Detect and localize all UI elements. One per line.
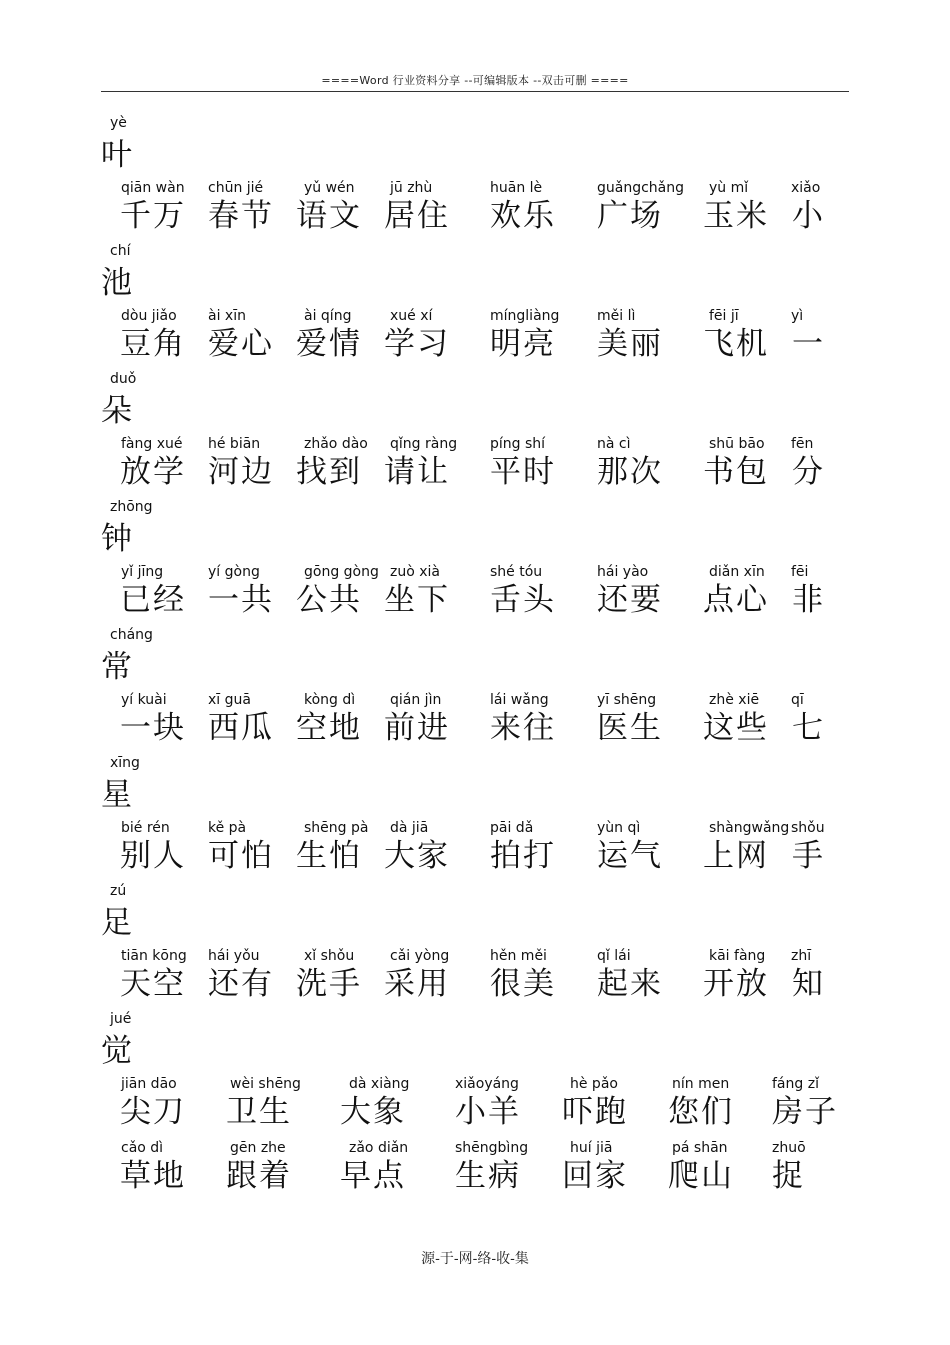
word-pinyin: fēi bbox=[791, 564, 809, 580]
word-characters: 开放 bbox=[703, 966, 769, 1002]
word-characters: 书包 bbox=[703, 454, 769, 490]
word-characters: 明亮 bbox=[490, 326, 556, 362]
word-characters: 尖刀 bbox=[120, 1094, 186, 1130]
word-characters: 语文 bbox=[296, 198, 362, 234]
word-characters: 手 bbox=[792, 838, 825, 874]
word-pinyin: dà jiā bbox=[390, 820, 429, 836]
word-characters: 学习 bbox=[384, 326, 450, 362]
word-characters: 空地 bbox=[296, 710, 362, 746]
word-characters: 已经 bbox=[120, 582, 186, 618]
word-characters: 非 bbox=[792, 582, 825, 618]
word-characters: 洗手 bbox=[296, 966, 362, 1002]
word-characters: 跟着 bbox=[226, 1158, 292, 1194]
word-pinyin: xī guā bbox=[208, 692, 251, 708]
word-characters: 起来 bbox=[597, 966, 663, 1002]
single-character: 足 bbox=[101, 905, 134, 941]
word-pinyin: dà xiàng bbox=[349, 1076, 410, 1092]
word-pinyin: fàng xué bbox=[121, 436, 183, 452]
single-character: 叶 bbox=[101, 137, 134, 173]
single-pinyin: jué bbox=[110, 1011, 132, 1027]
word-pinyin: shé tóu bbox=[490, 564, 543, 580]
word-characters: 广场 bbox=[597, 198, 663, 234]
word-pinyin: qī bbox=[791, 692, 804, 708]
word-characters: 小 bbox=[792, 198, 825, 234]
word-pinyin: huí jiā bbox=[570, 1140, 613, 1156]
word-pinyin: hěn měi bbox=[490, 948, 547, 964]
word-characters: 放学 bbox=[120, 454, 186, 490]
word-pinyin: ài qíng bbox=[304, 308, 352, 324]
word-characters: 医生 bbox=[597, 710, 663, 746]
word-pinyin: cǎo dì bbox=[121, 1140, 164, 1156]
word-pinyin: xué xí bbox=[390, 308, 433, 324]
word-characters: 玉米 bbox=[703, 198, 769, 234]
word-pinyin: píng shí bbox=[490, 436, 546, 452]
word-characters: 早点 bbox=[340, 1158, 406, 1194]
word-pinyin: shàngwǎng bbox=[709, 820, 790, 836]
word-pinyin: nà cì bbox=[597, 436, 631, 452]
word-pinyin: yī shēng bbox=[597, 692, 657, 708]
word-pinyin: cǎi yòng bbox=[390, 948, 450, 964]
word-pinyin: qǐng ràng bbox=[390, 436, 458, 452]
word-pinyin: zhè xiē bbox=[709, 692, 760, 708]
word-pinyin: hè pǎo bbox=[570, 1076, 618, 1092]
word-pinyin: fáng zǐ bbox=[772, 1076, 819, 1092]
single-character: 朵 bbox=[101, 393, 134, 429]
word-pinyin: ài xīn bbox=[208, 308, 246, 324]
word-characters: 很美 bbox=[490, 966, 556, 1002]
word-pinyin: yí gòng bbox=[208, 564, 260, 580]
word-pinyin: wèi shēng bbox=[230, 1076, 301, 1092]
single-character: 池 bbox=[101, 265, 134, 301]
word-pinyin: kāi fàng bbox=[709, 948, 766, 964]
word-characters: 一块 bbox=[120, 710, 186, 746]
word-pinyin: shū bāo bbox=[709, 436, 765, 452]
word-characters: 小羊 bbox=[455, 1094, 521, 1130]
word-characters: 找到 bbox=[296, 454, 362, 490]
word-pinyin: qǐ lái bbox=[597, 948, 631, 964]
word-characters: 一共 bbox=[208, 582, 274, 618]
word-characters: 豆角 bbox=[120, 326, 186, 362]
word-characters: 春节 bbox=[208, 198, 274, 234]
word-pinyin: hái yǒu bbox=[208, 948, 260, 964]
word-characters: 还有 bbox=[208, 966, 274, 1002]
word-characters: 分 bbox=[792, 454, 825, 490]
word-pinyin: yǐ jīng bbox=[121, 564, 164, 580]
word-characters: 美丽 bbox=[597, 326, 663, 362]
word-pinyin: diǎn xīn bbox=[709, 564, 765, 580]
word-characters: 居住 bbox=[384, 198, 450, 234]
word-pinyin: yùn qì bbox=[597, 820, 641, 836]
word-pinyin: guǎngchǎng bbox=[597, 180, 685, 196]
word-characters: 七 bbox=[792, 710, 825, 746]
word-characters: 爬山 bbox=[668, 1158, 734, 1194]
word-pinyin: tiān kōng bbox=[121, 948, 187, 964]
word-characters: 那次 bbox=[597, 454, 663, 490]
word-pinyin: lái wǎng bbox=[490, 692, 549, 708]
single-character: 觉 bbox=[101, 1033, 134, 1069]
word-pinyin: fēn bbox=[791, 436, 814, 452]
word-pinyin: zuò xià bbox=[390, 564, 440, 580]
word-characters: 爱情 bbox=[296, 326, 362, 362]
word-pinyin: nín men bbox=[672, 1076, 730, 1092]
word-pinyin: jū zhù bbox=[390, 180, 433, 196]
word-characters: 西瓜 bbox=[208, 710, 274, 746]
word-characters: 来往 bbox=[490, 710, 556, 746]
word-characters: 生病 bbox=[455, 1158, 521, 1194]
word-characters: 生怕 bbox=[296, 838, 362, 874]
word-pinyin: huān lè bbox=[490, 180, 543, 196]
word-characters: 舌头 bbox=[490, 582, 556, 618]
single-character: 常 bbox=[101, 649, 134, 685]
word-pinyin: měi lì bbox=[597, 308, 636, 324]
word-characters: 拍打 bbox=[490, 838, 556, 874]
single-pinyin: chí bbox=[110, 243, 131, 259]
word-pinyin: chūn jié bbox=[208, 180, 264, 196]
single-pinyin: xīng bbox=[110, 755, 140, 771]
word-characters: 卫生 bbox=[226, 1094, 292, 1130]
word-characters: 草地 bbox=[120, 1158, 186, 1194]
word-pinyin: fēi jī bbox=[709, 308, 739, 324]
word-pinyin: jiān dāo bbox=[121, 1076, 177, 1092]
word-characters: 爱心 bbox=[208, 326, 274, 362]
word-characters: 还要 bbox=[597, 582, 663, 618]
word-pinyin: shēngbìng bbox=[455, 1140, 529, 1156]
word-characters: 大象 bbox=[340, 1094, 406, 1130]
word-characters: 请让 bbox=[384, 454, 450, 490]
word-pinyin: kě pà bbox=[208, 820, 247, 836]
word-characters: 飞机 bbox=[703, 326, 769, 362]
word-characters: 别人 bbox=[120, 838, 186, 874]
word-pinyin: shēng pà bbox=[304, 820, 369, 836]
word-characters: 欢乐 bbox=[490, 198, 556, 234]
word-characters: 一 bbox=[792, 326, 825, 362]
word-characters: 天空 bbox=[120, 966, 186, 1002]
word-pinyin: zǎo diǎn bbox=[349, 1140, 409, 1156]
word-pinyin: qián jìn bbox=[390, 692, 442, 708]
word-characters: 点心 bbox=[703, 582, 769, 618]
word-pinyin: zhǎo dào bbox=[304, 436, 368, 452]
word-pinyin: dòu jiǎo bbox=[121, 308, 177, 324]
word-pinyin: yì bbox=[791, 308, 804, 324]
word-pinyin: xǐ shǒu bbox=[304, 948, 355, 964]
word-characters: 大家 bbox=[384, 838, 450, 874]
single-pinyin: cháng bbox=[110, 627, 153, 643]
word-characters: 这些 bbox=[703, 710, 769, 746]
word-characters: 知 bbox=[792, 966, 825, 1002]
word-pinyin: gēn zhe bbox=[230, 1140, 286, 1156]
single-pinyin: yè bbox=[110, 115, 127, 131]
word-characters: 公共 bbox=[296, 582, 362, 618]
single-pinyin: duǒ bbox=[110, 371, 137, 387]
word-pinyin: xiǎoyáng bbox=[455, 1076, 519, 1092]
word-pinyin: hái yào bbox=[597, 564, 649, 580]
word-pinyin: yí kuài bbox=[121, 692, 167, 708]
word-pinyin: bié rén bbox=[121, 820, 170, 836]
single-character: 星 bbox=[101, 777, 134, 813]
word-pinyin: kòng dì bbox=[304, 692, 356, 708]
single-pinyin: zhōng bbox=[110, 499, 153, 515]
word-characters: 上网 bbox=[703, 838, 769, 874]
word-characters: 运气 bbox=[597, 838, 663, 874]
word-pinyin: míngliàng bbox=[490, 308, 560, 324]
single-pinyin: zú bbox=[110, 883, 127, 899]
word-pinyin: pá shān bbox=[672, 1140, 728, 1156]
word-pinyin: qiān wàn bbox=[121, 180, 185, 196]
word-characters: 吓跑 bbox=[562, 1094, 628, 1130]
word-pinyin: yǔ wén bbox=[304, 180, 355, 196]
page-header: ====Word 行业资料分享 --可编辑版本 --双击可删 ==== bbox=[321, 74, 629, 87]
word-characters: 采用 bbox=[384, 966, 450, 1002]
word-characters: 捉 bbox=[772, 1158, 805, 1194]
word-characters: 前进 bbox=[384, 710, 450, 746]
word-pinyin: shǒu bbox=[791, 820, 825, 836]
word-characters: 回家 bbox=[562, 1158, 628, 1194]
word-pinyin: gōng gòng bbox=[304, 564, 379, 580]
word-pinyin: yù mǐ bbox=[709, 180, 749, 196]
word-pinyin: xiǎo bbox=[791, 180, 821, 196]
word-characters: 房子 bbox=[772, 1094, 838, 1130]
word-pinyin: zhī bbox=[791, 948, 812, 964]
word-pinyin: pāi dǎ bbox=[490, 820, 534, 836]
word-pinyin: hé biān bbox=[208, 436, 261, 452]
page-footer: 源-于-网-络-收-集 bbox=[421, 1251, 529, 1267]
word-characters: 平时 bbox=[490, 454, 556, 490]
word-characters: 千万 bbox=[120, 198, 186, 234]
word-characters: 河边 bbox=[208, 454, 274, 490]
word-characters: 可怕 bbox=[208, 838, 274, 874]
word-characters: 坐下 bbox=[384, 582, 450, 618]
word-characters: 您们 bbox=[668, 1094, 734, 1130]
single-character: 钟 bbox=[101, 521, 134, 557]
word-pinyin: zhuō bbox=[772, 1140, 806, 1156]
